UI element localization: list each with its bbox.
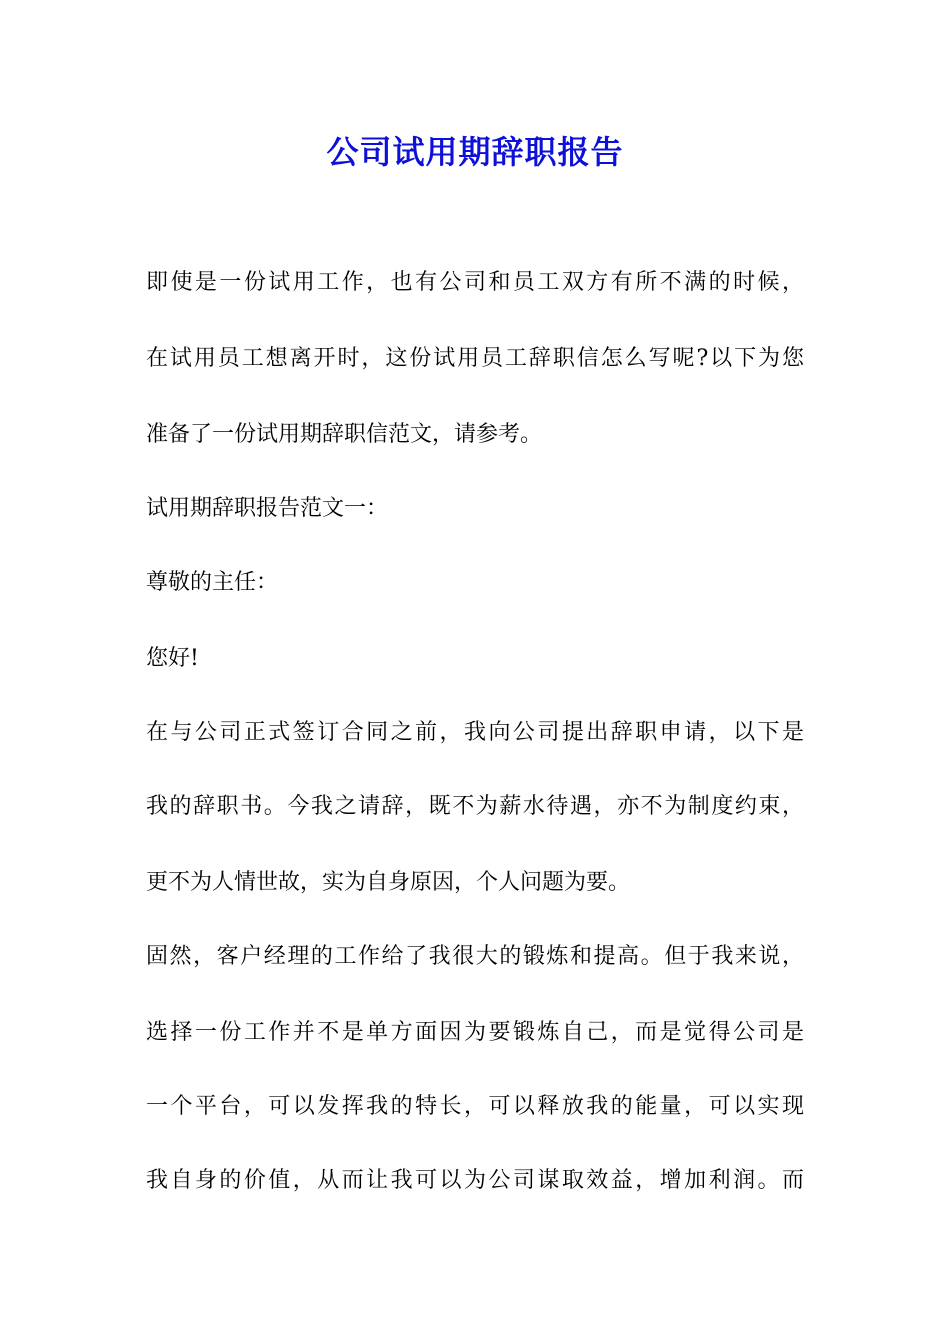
body-line-13: 我自身的价值，从而让我可以为公司谋取效益，增加利润。而 xyxy=(146,1168,804,1193)
document-title: 公司试用期辞职报告 xyxy=(326,133,624,171)
body-line-2: 在试用员工想离开时，这份试用员工辞职信怎么写呢?以下为您 xyxy=(146,346,804,371)
body-line-8: 我的辞职书。今我之请辞，既不为薪水待遇，亦不为制度约束， xyxy=(146,794,804,819)
section-heading: 试用期辞职报告范文一： xyxy=(146,496,389,521)
body-line-3: 准备了一份试用期辞职信范文，请参考。 xyxy=(146,422,543,447)
body-line-9: 更不为人情世故，实为自身原因，个人问题为要。 xyxy=(146,870,631,895)
body-line-10: 固然，客户经理的工作给了我很大的锻炼和提高。但于我来说， xyxy=(146,944,804,969)
salutation: 尊敬的主任： xyxy=(146,570,279,595)
body-line-7: 在与公司正式签订合同之前，我向公司提出辞职申请，以下是 xyxy=(146,720,804,745)
body-line-11: 选择一份工作并不是单方面因为要锻炼自己，而是觉得公司是 xyxy=(146,1020,804,1045)
body-line-12: 一个平台，可以发挥我的特长，可以释放我的能量，可以实现 xyxy=(146,1094,804,1119)
greeting: 您好! xyxy=(146,646,199,671)
body-line-1: 即使是一份试用工作，也有公司和员工双方有所不满的时候， xyxy=(146,270,804,295)
